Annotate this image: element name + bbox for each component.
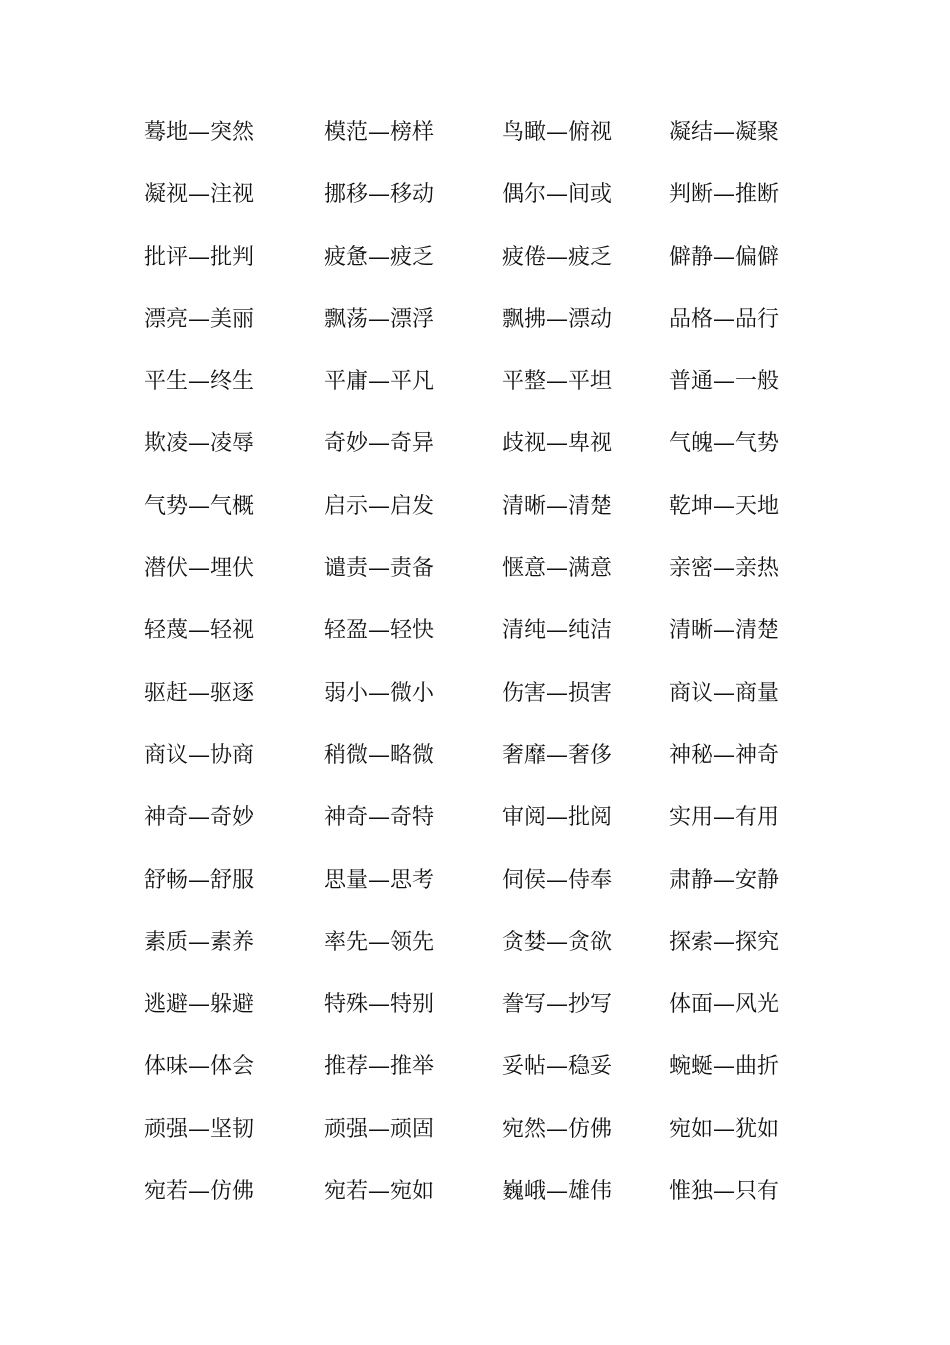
synonym-pair: 清晰—清楚	[502, 493, 613, 519]
synonym-pair: 宛若—宛如	[324, 1179, 435, 1205]
synonym-pair: 疲倦—疲乏	[502, 244, 613, 270]
table-row	[144, 425, 844, 487]
synonym-pair: 顽强—坚韧	[144, 1116, 255, 1142]
synonym-pair: 僻静—偏僻	[669, 244, 780, 270]
synonym-table	[144, 114, 844, 1235]
synonym-pair: 神奇—奇妙	[144, 805, 255, 831]
synonym-pair: 逃避—躲避	[144, 992, 255, 1018]
table-row	[144, 737, 844, 799]
synonym-pair: 思量—思考	[324, 867, 435, 893]
synonym-pair: 商议—协商	[144, 742, 255, 768]
table-row	[144, 862, 844, 924]
table-row	[144, 1048, 844, 1110]
synonym-pair: 商议—商量	[669, 680, 780, 706]
table-row	[144, 301, 844, 363]
table-row	[144, 986, 844, 1048]
synonym-pair: 妥帖—稳妥	[502, 1054, 613, 1080]
synonym-pair: 奇妙—奇异	[324, 431, 435, 457]
synonym-pair: 漂亮—美丽	[144, 306, 255, 332]
synonym-pair: 品格—品行	[669, 306, 780, 332]
synonym-pair: 肃静—安静	[669, 867, 780, 893]
synonym-pair: 歧视—卑视	[502, 431, 613, 457]
synonym-pair: 疲惫—疲乏	[324, 244, 435, 270]
synonym-pair: 推荐—推举	[324, 1054, 435, 1080]
table-row	[144, 176, 844, 238]
synonym-pair: 神奇—奇特	[324, 805, 435, 831]
synonym-pair: 稍微—略微	[324, 742, 435, 768]
table-row	[144, 1173, 844, 1235]
synonym-pair: 挪移—移动	[324, 182, 435, 208]
synonym-pair: 轻蔑—轻视	[144, 618, 255, 644]
synonym-pair: 飘拂—漂动	[502, 306, 613, 332]
synonym-pair: 乾坤—天地	[669, 493, 780, 519]
table-row	[144, 799, 844, 861]
synonym-pair: 审阅—批阅	[502, 805, 613, 831]
synonym-pair: 舒畅—舒服	[144, 867, 255, 893]
table-row	[144, 675, 844, 737]
table-row	[144, 363, 844, 425]
synonym-pair: 模范—榜样	[324, 120, 435, 145]
synonym-pair: 平庸—平凡	[324, 369, 435, 395]
synonym-pair: 平生—终生	[144, 369, 255, 395]
synonym-pair: 普通—一般	[669, 369, 780, 395]
synonym-pair: 誊写—抄写	[502, 992, 613, 1018]
synonym-pair: 凝视—注视	[144, 182, 255, 208]
synonym-pair: 轻盈—轻快	[324, 618, 435, 644]
synonym-pair: 清纯—纯洁	[502, 618, 613, 644]
synonym-pair: 谴责—责备	[324, 556, 435, 582]
synonym-pair: 实用—有用	[669, 805, 780, 831]
synonym-pair: 欺凌—凌辱	[144, 431, 255, 457]
synonym-pair: 亲密—亲热	[669, 556, 780, 582]
synonym-pair: 顽强—顽固	[324, 1116, 435, 1142]
synonym-pair: 潜伏—埋伏	[144, 556, 255, 582]
synonym-pair: 素质—素养	[144, 929, 255, 955]
table-row	[144, 550, 844, 612]
synonym-pair: 清晰—清楚	[669, 618, 780, 644]
synonym-pair: 惟独—只有	[669, 1179, 780, 1205]
table-row	[144, 612, 844, 674]
synonym-pair: 特殊—特别	[324, 992, 435, 1018]
synonym-pair: 体面—风光	[669, 992, 780, 1018]
table-row	[144, 114, 844, 176]
table-row	[144, 1111, 844, 1173]
synonym-pair: 批评—批判	[144, 244, 255, 270]
synonym-pair: 启示—启发	[324, 493, 435, 519]
synonym-pair: 宛若—仿佛	[144, 1179, 255, 1205]
synonym-pair: 体味—体会	[144, 1054, 255, 1080]
synonym-pair: 探索—探究	[669, 929, 780, 955]
table-row	[144, 924, 844, 986]
synonym-pair: 弱小—微小	[324, 680, 435, 706]
synonym-pair: 飘荡—漂浮	[324, 306, 435, 332]
synonym-pair: 鸟瞰—俯视	[502, 120, 613, 145]
synonym-pair: 驱赶—驱逐	[144, 680, 255, 706]
synonym-pair: 判断—推断	[669, 182, 780, 208]
synonym-pair: 伺侯—侍奉	[502, 867, 613, 893]
synonym-pair: 平整—平坦	[502, 369, 613, 395]
synonym-pair: 率先—领先	[324, 929, 435, 955]
table-row	[144, 239, 844, 301]
synonym-pair: 气势—气概	[144, 493, 255, 519]
synonym-pair: 惬意—满意	[502, 556, 613, 582]
synonym-pair: 偶尔—间或	[502, 182, 613, 208]
synonym-pair: 宛然—仿佛	[502, 1116, 613, 1142]
synonym-pair: 伤害—损害	[502, 680, 613, 706]
synonym-pair: 奢靡—奢侈	[502, 742, 613, 768]
synonym-pair: 宛如—犹如	[669, 1116, 780, 1142]
synonym-pair: 神秘—神奇	[669, 742, 780, 768]
table-row	[144, 488, 844, 550]
synonym-pair: 凝结—凝聚	[669, 120, 780, 145]
synonym-pair: 气魄—气势	[669, 431, 780, 457]
synonym-pair: 巍峨—雄伟	[502, 1179, 613, 1205]
synonym-pair: 蜿蜒—曲折	[669, 1054, 780, 1080]
synonym-pair: 贪婪—贪欲	[502, 929, 613, 955]
synonym-pair: 蓦地—突然	[144, 120, 255, 145]
